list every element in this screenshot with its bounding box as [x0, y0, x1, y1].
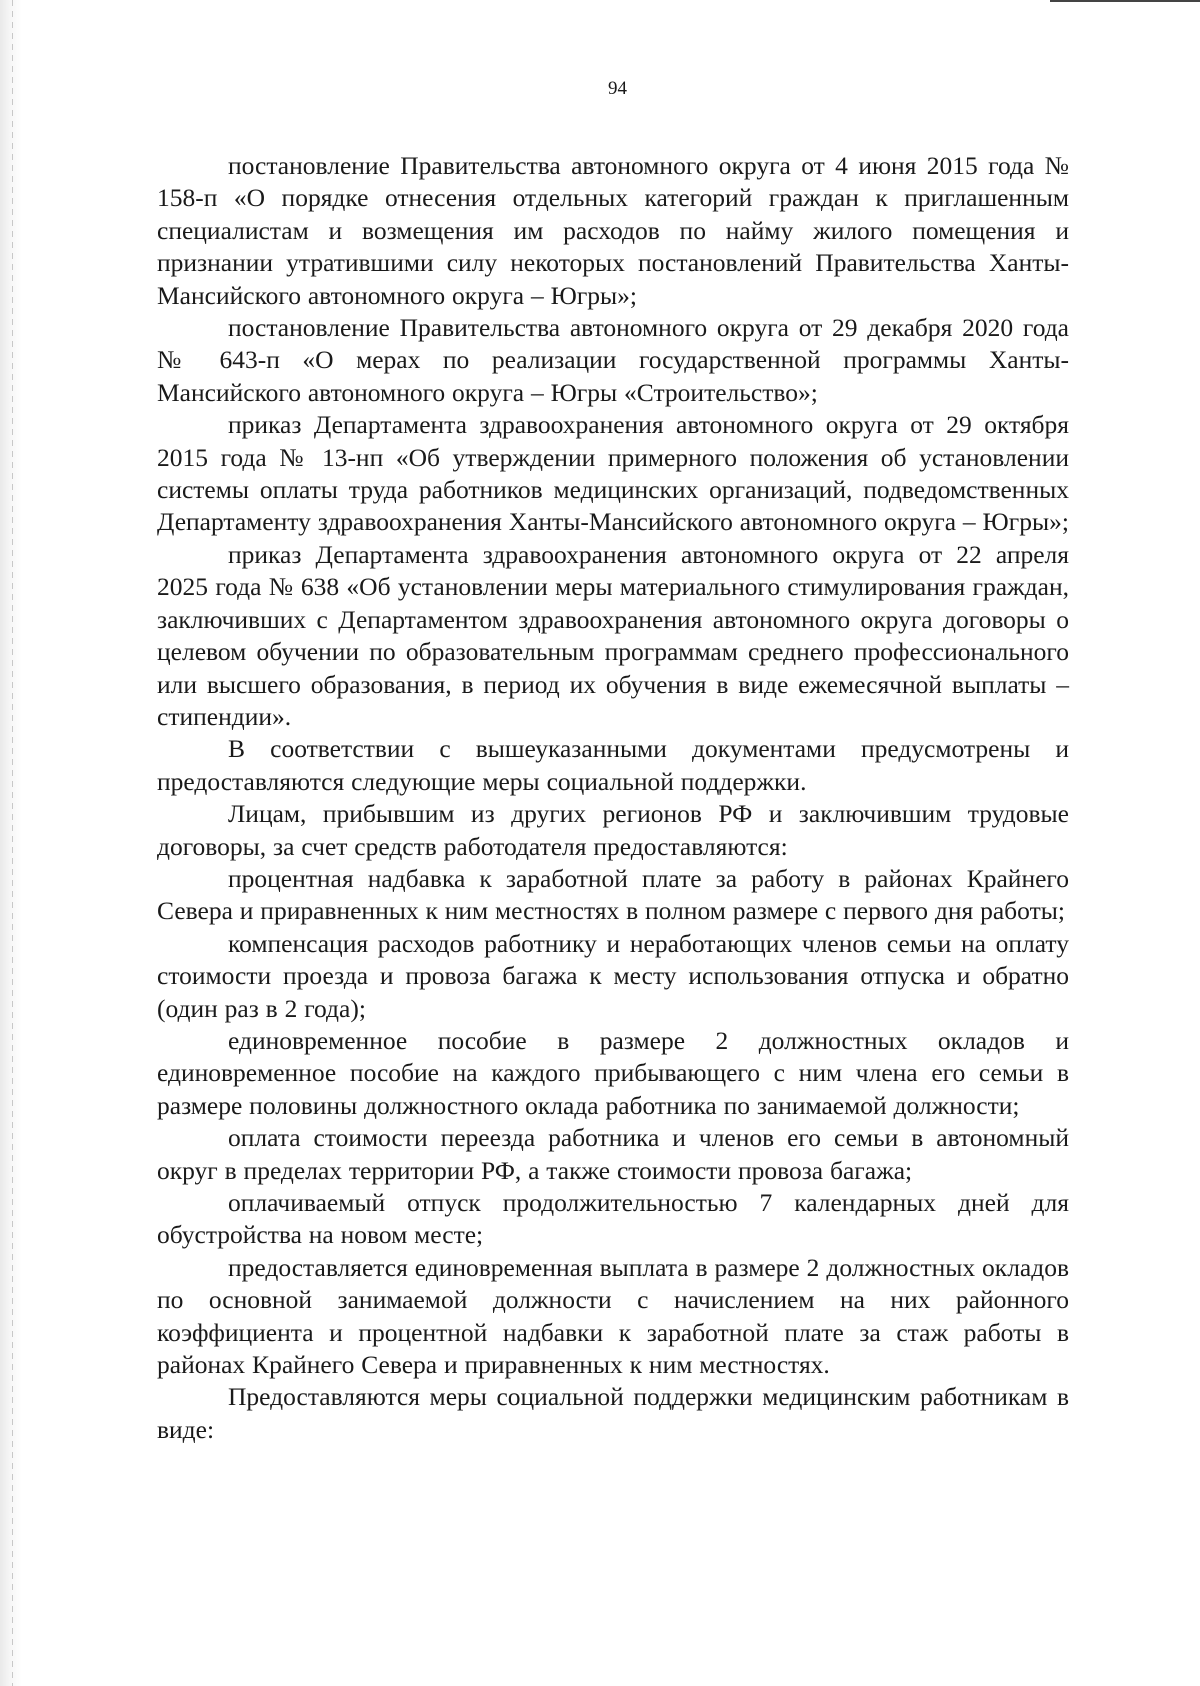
list-item-one-time-payment: предоставляется единовременная выплата в размере 2 должностных окладов по основной занимаемой должности с начислением на них районного коэффициента и процентной надбавки к заработной плате за стаж работы в районах Крайнего Севера и приравненных к ним местностях. [157, 1252, 1069, 1380]
list-item-northern-allowance: процентная надбавка к заработной плате за работу в районах Крайнего Севера и приравненных к ним местностях в полном размере с первого дня работы; [157, 863, 1069, 926]
list-item-travel-compensation: компенсация расходов работнику и неработающих членов семьи на оплату стоимости проезда и провоза багажа к месту использования отпуска и обратно (один раз в 2 года); [157, 928, 1069, 1023]
scan-edge [0, 0, 22, 1686]
paragraph-summary: В соответствии с вышеуказанными документами предусмотрены и предоставляются следующие меры социальной поддержки. [157, 734, 1069, 796]
paragraph-arrivals-intro: Лицам, прибывшим из других регионов РФ и заключившим трудовые договоры, за счет средств работодателя предоставляются: [157, 799, 1069, 861]
paragraph-order-13np: приказ Департамента здравоохранения автономного округа от 29 октября 2015 года № 13-нп «Об утверждении примерного положения об установлении системы оплаты труда работников медицинских организаций, подведомственных Департаменту здравоохранения Ханты-Мансийского автономного округа – Югры»; [157, 410, 1069, 537]
top-rule [1050, 0, 1200, 2]
paragraph-decree-158p: постановление Правительства автономного округа от 4 июня 2015 года № 158-п «О порядке отнесения отдельных категорий граждан к приглашенным специалистам и возмещения им расходов по найму жилого помещения и признании утратившими силу некоторых постановлений Правительства Ханты-Мансийского автономного округа – Югры»; [157, 151, 1069, 310]
page-number: 94 [608, 78, 627, 99]
list-item-relocation-payment: оплата стоимости переезда работника и членов его семьи в автономный округ в пределах территории РФ, а также стоимости провоза багажа; [157, 1123, 1069, 1185]
paragraph-order-638: приказ Департамента здравоохранения автономного округа от 22 апреля 2025 года № 638 «Об установлении меры материального стимулирования граждан, заключивших с Департаментом здравоохранения автономного округа договоры о целевом обучении по образовательным программам среднего профессионального или высшего образования, в период их обучения в виде ежемесячной выплаты – стипендии». [157, 539, 1069, 731]
list-item-paid-leave: оплачиваемый отпуск продолжительностью 7 календарных дней для обустройства на новом месте; [157, 1188, 1069, 1250]
document-body [157, 150, 1069, 1446]
paragraph-decree-643p: постановление Правительства автономного округа от 29 декабря 2020 года № 643-п «О мерах по реализации государственной программы Ханты-Мансийского автономного округа – Югры «Строительство»; [157, 313, 1069, 407]
paragraph-medical-support-intro: Предоставляются меры социальной поддержки медицинским работникам в виде: [157, 1382, 1069, 1444]
list-item-lump-sum-allowance: единовременное пособие в размере 2 должностных окладов и единовременное пособие на каждого прибывающего с ним члена его семьи в размере половины должностного оклада работника по занимаемой должности; [157, 1025, 1069, 1120]
